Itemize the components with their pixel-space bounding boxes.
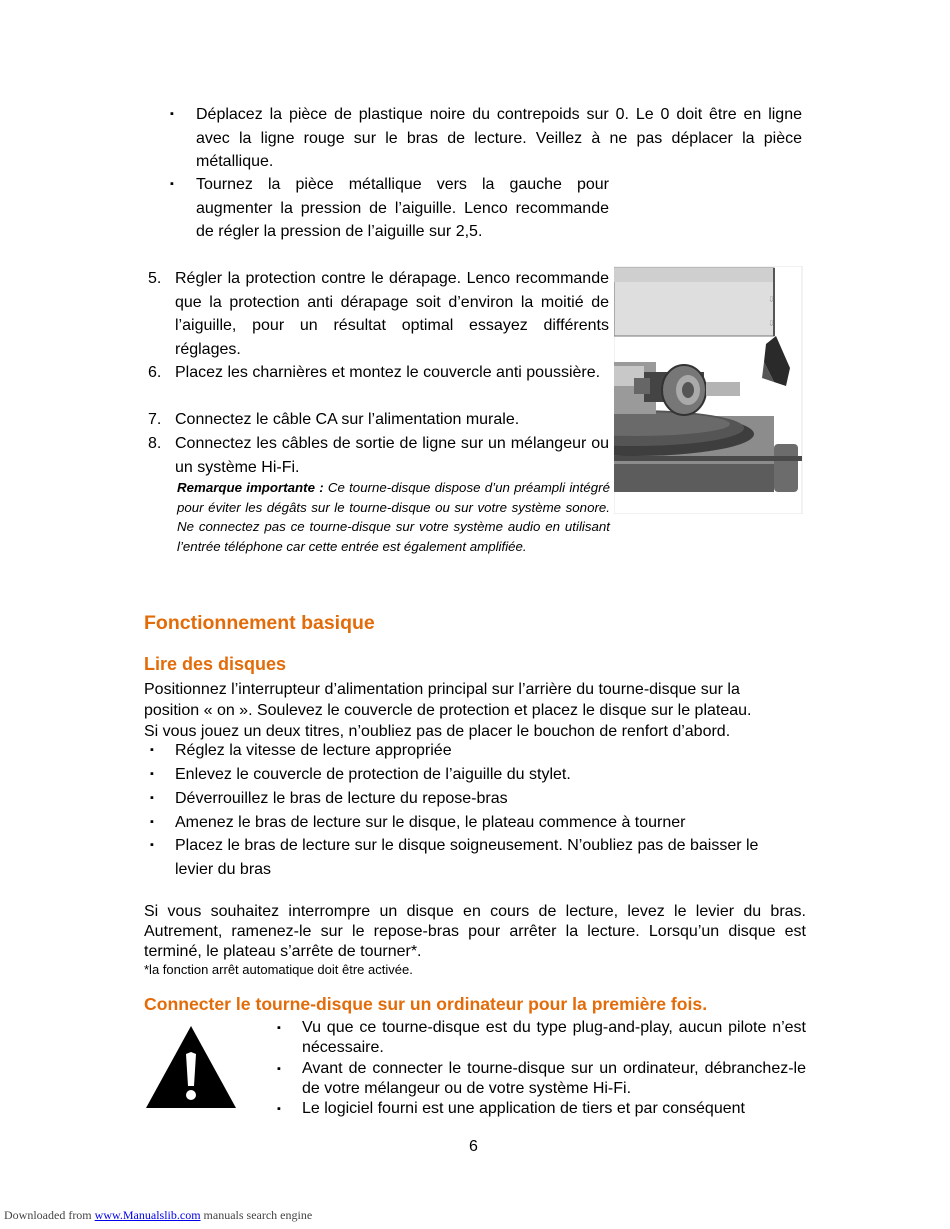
section-heading-computer: Connecter le tourne-disque sur un ordinateur pour la première fois. bbox=[144, 994, 708, 1014]
intro-line-1: Positionnez l’interrupteur d’alimentation principal sur l’arrière du tourne-disque sur la bbox=[144, 681, 740, 698]
download-footer bbox=[4, 1208, 312, 1223]
computer-bullet-1: Vu que ce tourne-disque est du type plug-and-play, aucun pilote n’est nécessaire. bbox=[302, 1019, 806, 1056]
bullet-marker: ▪ bbox=[277, 1022, 281, 1034]
play-bullet-1: Réglez la vitesse de lecture appropriée bbox=[175, 742, 452, 759]
svg-text:⇩: ⇩ bbox=[768, 319, 775, 328]
warning-triangle-icon bbox=[144, 1024, 238, 1110]
sub-bullet-1: Déplacez la pièce de plastique noire du contrepoids sur 0. Le 0 doit être en ligne avec la ligne rouge sur le bras de lecture. Veillez à ne pas déplacer la pièce métallique. bbox=[196, 106, 802, 170]
intro-paragraph bbox=[144, 679, 824, 742]
computer-bullet-2: Avant de connecter le tourne-disque sur un ordinateur, débranchez-le de votre mélangeur ou de votre système Hi-Fi. bbox=[302, 1060, 806, 1097]
sub-bullet-2: Tournez la pièce métallique vers la gauche pour augmenter la pression de l’aiguille. Lenco recommande de régler la pression de l’aiguille sur 2,5. bbox=[196, 176, 609, 240]
section-heading-basic: Fonctionnement basique bbox=[144, 612, 375, 634]
footer-suffix: manuals search engine bbox=[200, 1208, 313, 1222]
step-5-text: Régler la protection contre le dérapage. Lenco recommande que la protection anti dérapage soit d’environ la moitié de l’aiguille, pour un résultat optimal essayez différents réglages. bbox=[175, 270, 609, 358]
step-8-text: Connectez les câbles de sortie de ligne sur un mélangeur ou un système Hi-Fi. bbox=[175, 435, 609, 476]
footnote: *la fonction arrêt automatique doit être activée. bbox=[144, 962, 413, 977]
important-note-label: Remarque importante : bbox=[177, 480, 324, 495]
svg-text:⇩: ⇩ bbox=[768, 295, 775, 304]
play-bullet-3: Déverrouillez le bras de lecture du repose-bras bbox=[175, 790, 508, 807]
step-number-6: 6. bbox=[148, 364, 162, 381]
important-note-text: Ce tourne-disque dispose d’un préampli intégré pour éviter les dégâts sur le tourne-disque ou sur votre système sonore. Ne connectez pas ce tourne-disque sur votre système audio en utilisant l’entrée téléphone car cette entrée est également amplifiée. bbox=[177, 480, 610, 555]
footer-prefix: Downloaded from bbox=[4, 1208, 95, 1222]
bullet-marker: ▪ bbox=[150, 816, 154, 828]
play-bullet-5: Placez le bras de lecture sur le disque soigneusement. N’oubliez pas de baisser le levier du bras bbox=[175, 837, 759, 878]
bullet-marker: ▪ bbox=[277, 1063, 281, 1075]
intro-line-3: Si vous jouez un deux titres, n’oubliez pas de placer le bouchon de renfort d’abord. bbox=[144, 723, 731, 740]
intro-line-2: position « on ». Soulevez le couvercle de protection et placez le disque sur le plateau. bbox=[144, 702, 752, 719]
bullet-marker: ▪ bbox=[150, 768, 154, 780]
bullet-marker: ▪ bbox=[277, 1103, 281, 1115]
bullet-marker: ▪ bbox=[150, 744, 154, 756]
manualslib-link[interactable]: www.Manualslib.com bbox=[94, 1208, 201, 1222]
play-bullet-2: Enlevez le couvercle de protection de l’aiguille du stylet. bbox=[175, 766, 571, 783]
computer-bullet-3: Le logiciel fourni est une application de tiers et par conséquent bbox=[302, 1100, 745, 1117]
step-number-8: 8. bbox=[148, 435, 162, 452]
play-bullet-4: Amenez le bras de lecture sur le disque, le plateau commence à tourner bbox=[175, 814, 686, 831]
bullet-marker: ▪ bbox=[150, 792, 154, 804]
turntable-illustration bbox=[614, 266, 804, 514]
stop-paragraph: Si vous souhaitez interrompre un disque en cours de lecture, levez le levier du bras. Autrement, ramenez-le sur le repose-bras pour arrêter la lecture. Lorsqu’un disque est terminé, le plateau s’arrête de tourner*. bbox=[144, 903, 806, 960]
subheading-read-records: Lire des disques bbox=[144, 654, 287, 674]
step-number-7: 7. bbox=[148, 411, 162, 428]
bullet-marker: ▪ bbox=[150, 839, 154, 851]
important-note bbox=[177, 478, 610, 557]
bullet-marker: ▪ bbox=[170, 178, 174, 190]
page-number: 6 bbox=[469, 1138, 478, 1155]
step-6-text: Placez les charnières et montez le couvercle anti poussière. bbox=[175, 364, 601, 381]
step-7-text: Connectez le câble CA sur l’alimentation murale. bbox=[175, 411, 520, 428]
step-number-5: 5. bbox=[148, 270, 162, 287]
bullet-marker: ▪ bbox=[170, 108, 174, 120]
